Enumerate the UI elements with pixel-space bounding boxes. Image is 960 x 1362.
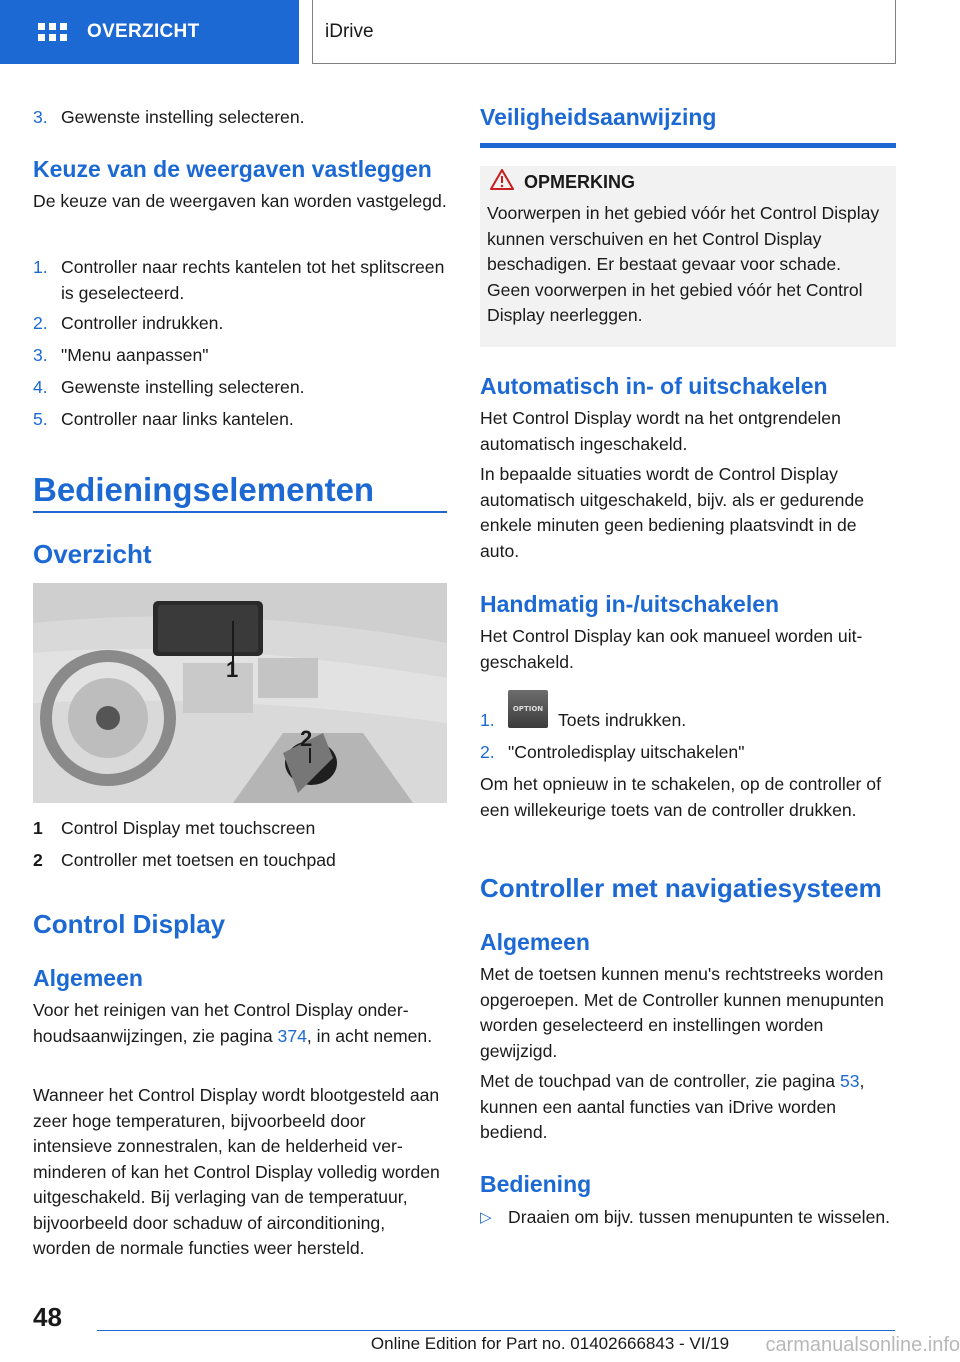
step-number: 3. [33,345,48,365]
bmw-logo-shape [96,706,120,730]
chapter-title: iDrive [312,0,896,64]
paragraph-keuze: De keuze van de weergaven kan worden vastgelegd. [33,191,447,211]
heading-algemeen-right: Algemeen [480,929,590,955]
step-text: Controller naar rechts kantelen tot het splitscreen is geselecteerd. [61,257,445,303]
watermark: carmanualsonline.info [765,1334,960,1356]
paragraph-algemeen-1: Met de toetsen kunnen menu's rechtstreeks worden opgeroepen. Met de Controller kunnen menupunten worden geselecteerd en instellingen worden gewijzigd. [480,964,884,1061]
step-number: 1. [480,710,495,730]
heading-rule [33,511,447,513]
step-number: 4. [33,377,48,397]
page-link-53[interactable]: 53 [839,1071,860,1091]
step-number: 2. [480,742,495,762]
step-number: 1. [33,257,48,277]
bullet-icon: ▷ [480,1209,492,1226]
paragraph-reinigen: Voor het reinigen van het Control Display onderhoudsaanwijzingen, zie pagina 374, in acht nemen. [33,1000,433,1046]
cockpit-illustration [33,583,447,803]
bullet-text: Draaien om bijv. tussen menupunten te wisselen. [508,1207,891,1227]
note-text: Voorwerpen in het gebied vóór het Control Display kunnen verschuiven en het Control Display beschadigen. Er bestaat gevaar voor schade. Geen voorwerpen in het gebied vóór het Control Display neerleggen. [487,203,880,325]
paragraph-auto-2: In bepaalde situaties wordt de Control Display automatisch uitgeschakeld, bijv. als er gedurende enkele minuten geen bediening plaatsvindt in de auto. [480,464,865,561]
grid-menu-icon [38,23,67,41]
heading-hand: Handmatig in-/uitschakelen [480,591,780,617]
step-text: "Controledisplay uitschakelen" [508,742,745,762]
paragraph-hand-2: Om het opnieuw in te schakelen, op de controller of een willekeurige toets van de controller drukken. [480,774,881,820]
page-number: 48 [33,1302,62,1332]
page-link-374[interactable]: 374 [277,1025,307,1046]
heading-bedieningselementen: Bedieningselementen [33,471,375,508]
legend-number: 2 [33,850,43,870]
legend-number: 1 [33,818,43,838]
step-text: "Menu aanpassen" [61,345,209,365]
option-key-icon: OPTION [508,690,548,728]
step-text: Toets indrukken. [558,710,687,730]
warning-icon [489,168,515,191]
heading-control-display: Control Display [33,909,226,939]
paragraph-hand: Het Control Display kan ook manueel worden uitgeschakeld. [480,626,863,672]
callout-1: 1 [226,657,239,682]
footer-edition: Online Edition for Part no. 01402666843 - VI/19 [370,1334,730,1353]
heading-algemeen: Algemeen [33,965,143,991]
section-tab[interactable] [0,0,299,64]
paragraph-algemeen-2: Met de touchpad van de controller, zie pagina 53, kunnen een aantal functies van iDrive worden bediend. [480,1071,865,1142]
step-number: 5. [33,409,48,429]
section-title: OVERZICHT [87,21,200,42]
heading-overzicht: Overzicht [33,539,152,569]
step-number: 3. [33,107,48,127]
heading-controller: Controller met navigatiesysteem [480,873,882,903]
legend-text: Controller met toetsen en touchpad [61,850,336,870]
heading-keuze: Keuze van de weergaven vastleggen [33,156,432,182]
note-bar [480,143,896,148]
heading-veiligheid: Veiligheidsaanwijzing [480,104,717,130]
note-title: OPMERKING [524,172,636,192]
step-text: Controller naar links kantelen. [61,409,294,429]
callout-2: 2 [300,726,313,751]
heading-auto: Automatisch in- of uitschakelen [480,373,828,399]
step-text: Controller indrukken. [61,313,224,333]
step-number: 2. [33,313,48,333]
paragraph-auto-1: Het Control Display wordt na het ontgrendelen automatisch ingeschakeld. [480,408,841,454]
paragraph-temperatuur: Wanneer het Control Display wordt blootgesteld aan zeer hoge temperaturen, bijvoorbeeld door intensieve zonnestralen, kan de helderheid verminderen of kan het Control Display volledig worden uitgeschakeld. Bij verlaging van de temperatuur, bijvoorbeeld door schaduw of airconditioning, worden de normale functies weer hersteld. [33,1085,440,1258]
footer-rule [97,1330,895,1331]
step-text: Gewenste instelling selecteren. [61,377,305,397]
heading-bediening: Bediening [480,1171,592,1197]
legend-text: Control Display met touchscreen [61,818,316,838]
step-text: Gewenste instelling selecteren. [61,107,305,127]
